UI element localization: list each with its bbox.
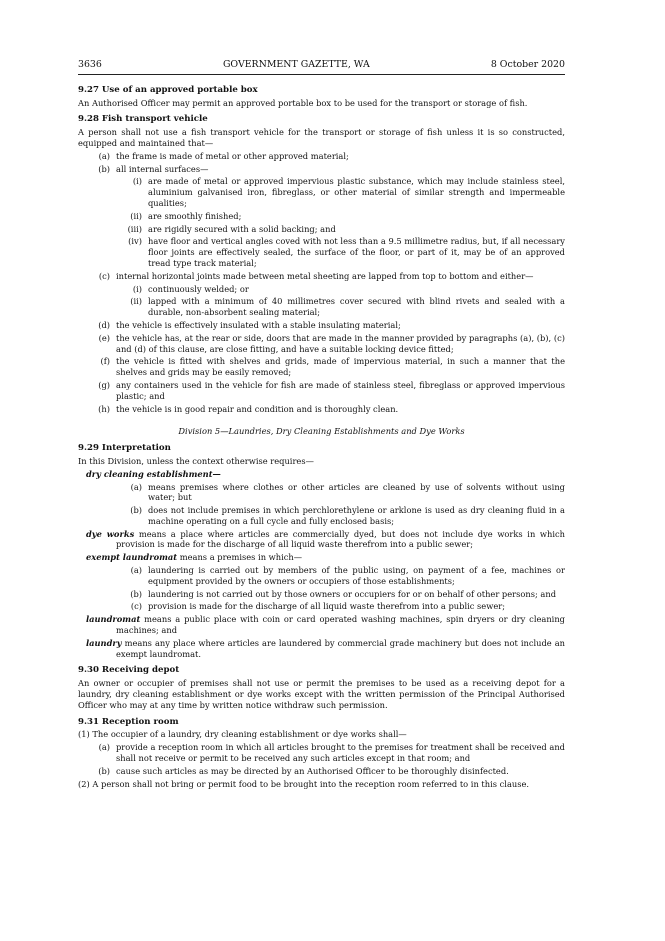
list-subitem: (i) continuously welded; or <box>132 283 249 294</box>
list-item: (d) the vehicle is effectively insulated with a stable insulating material; <box>98 319 401 330</box>
list-item: (f) the vehicle is fitted with shelves and grids, made of impervious material, in such a manner that the shelves and grids may be easily removed; <box>100 356 565 378</box>
list-item: (b) cause such articles as may be directed by an Authorised Officer to be thoroughly disinfected. <box>98 765 509 776</box>
section-heading: 9.27 Use of an approved portable box <box>78 84 258 95</box>
definition-dye-works: dye works means a place where articles are commercially dyed, but does not include dye works in which provision is made for the discharge of all liquid waste therefrom into a public sewer; <box>86 528 565 550</box>
list-item: (a) provide a reception room in which all articles brought to the premises for treatment shall be received and shall not receive or permit to be received any such articles except in that room; and <box>98 742 565 764</box>
list-item: (g) any containers used in the vehicle for fish are made of stainless steel, fibreglass or approved impervious plastic; and <box>98 379 565 401</box>
section-heading: 9.29 Interpretation <box>78 443 171 454</box>
page-number: 3636 <box>78 59 102 70</box>
page-header <box>78 60 565 75</box>
list-item: (c) provision is made for the discharge of all liquid waste therefrom into a public sewer; <box>130 601 505 612</box>
list-subitem: (iii) are rigidly secured with a solid backing; and <box>127 223 336 234</box>
gazette-title: GOVERNMENT GAZETTE, WA <box>222 59 370 70</box>
division-heading: Division 5—Laundries, Dry Cleaning Establishments and Dye Works <box>178 426 465 437</box>
list-subitem: (ii) are smoothly finished; <box>130 210 242 221</box>
section-intro: In this Division, unless the context otherwise requires— <box>78 455 314 466</box>
section-text: An owner or occupier of premises shall not use or permit the premises to be used as a receiving depot for a laundry, dry cleaning establishment or dye works except with the written permission of the Principal Authorised Officer who may at any time by written notice withdraw such permission. <box>78 678 565 710</box>
definition-laundry: laundry means any place where articles are laundered by commercial grade machinery but does not include an exempt laundromat. <box>86 637 565 659</box>
section-heading: 9.31 Reception room <box>78 716 179 727</box>
section-heading: 9.30 Receiving depot <box>78 665 180 676</box>
definition-laundromat: laundromat means a public place with coin or card operated washing machines, spin dryers or dry cleaning machines; and <box>86 614 565 636</box>
definition-exempt-laundromat: exempt laundromat means a premises in which— <box>86 552 303 563</box>
definition-dry-cleaning-establishment: dry cleaning establishment— <box>86 468 221 479</box>
issue-date: 8 October 2020 <box>490 59 565 70</box>
section-text: An Authorised Officer may permit an approved portable box to be used for the transport or storage of fish. <box>78 97 528 108</box>
section-intro: (1) The occupier of a laundry, dry cleaning establishment or dye works shall— <box>78 729 407 740</box>
list-subitem: (ii) lapped with a minimum of 40 millimetres cover secured with blind rivets and sealed with a durable, non-absorbent sealing material; <box>130 296 565 318</box>
list-item: (b) all internal surfaces— <box>98 163 209 174</box>
list-item: (e) the vehicle has, at the rear or side, doors that are made in the manner provided by paragraphs (a), (b), (c) and (d) of this clause, are close fitting, and have a suitable locking device fitted; <box>98 332 565 354</box>
section-text: (2) A person shall not bring or permit food to be brought into the reception room referred to in this clause. <box>78 778 530 789</box>
list-subitem: (i) are made of metal or approved impervious plastic substance, which may include stainless steel, aluminium galvanised iron, fibreglass, or other material of similar strength and impermeable qualities; <box>132 176 565 208</box>
list-subitem: (iv) have floor and vertical angles coved with not less than a 9.5 millimetre radius, but, if all necessary floor joints are effectively sealed, the surface of the floor, or part of it, may be of an approved tread type track material; <box>128 236 565 268</box>
list-item: (a) means premises where clothes or other articles are cleaned by use of solvents without using water; but <box>130 481 565 503</box>
list-item: (a) the frame is made of metal or other approved material; <box>98 150 349 161</box>
list-item: (a) laundering is carried out by members of the public using, on payment of a fee, machines or equipment provided by the owners or occupiers of those establishments; <box>130 565 565 586</box>
section-heading: 9.28 Fish transport vehicle <box>78 114 208 125</box>
list-item: (b) laundering is not carried out by those owners or occupiers for or on behalf of other persons; and <box>130 588 557 599</box>
list-item: (b) does not include premises in which perchlorethylene or arklone is used as dry cleaning fluid in a machine operating on a full cycle and fully enclosed basis; <box>130 505 565 526</box>
section-intro: A person shall not use a fish transport vehicle for the transport or storage of fish unless it is so constructed, equipped and maintained that— <box>78 127 565 148</box>
list-item: (c) internal horizontal joints made between metal sheeting are lapped from top to bottom and either— <box>98 270 534 281</box>
list-item: (h) the vehicle is in good repair and condition and is thoroughly clean. <box>98 403 399 414</box>
